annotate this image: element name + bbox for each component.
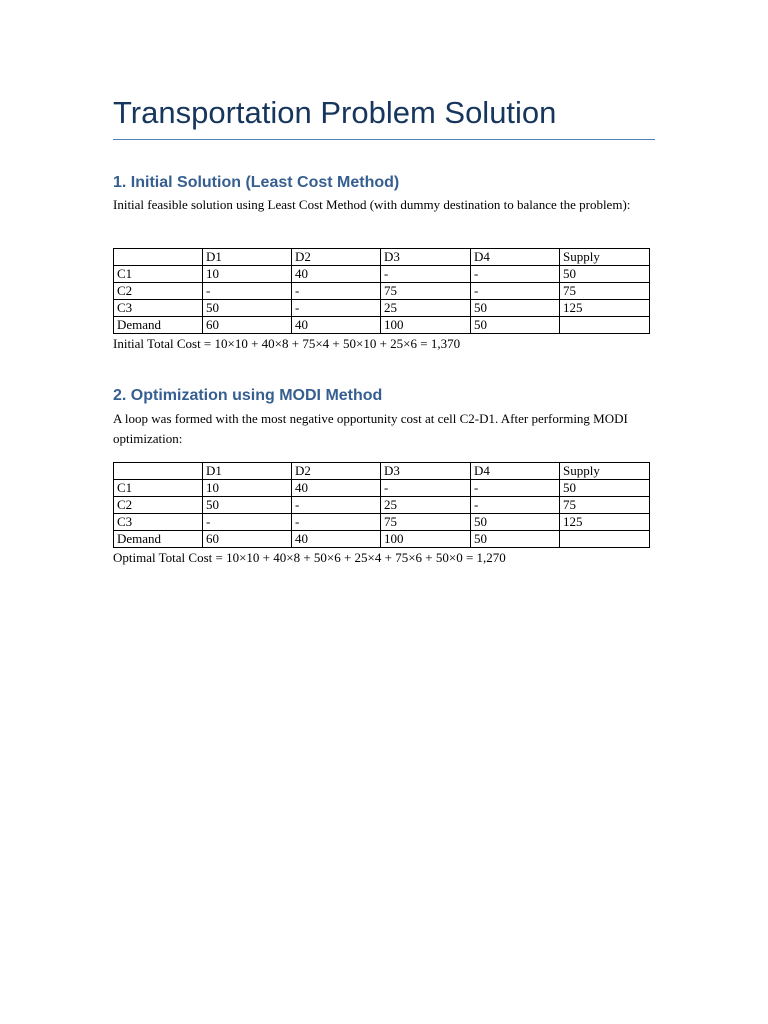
table-cell: 10 (203, 480, 292, 497)
table-row-label: C2 (114, 283, 203, 300)
table-cell: 40 (292, 266, 381, 283)
table-cell: - (471, 283, 560, 300)
initial-total-cost: Initial Total Cost = 10×10 + 40×8 + 75×4 + 50×10 + 25×6 = 1,370 (113, 336, 461, 351)
table-cell: 75 (381, 514, 471, 531)
table-cell: 40 (292, 531, 381, 548)
table-row-label: C3 (114, 300, 203, 317)
table-cell: - (292, 497, 381, 514)
table-header-cell: Supply (560, 249, 650, 266)
table-row (114, 514, 650, 531)
table-row-label: C2 (114, 497, 203, 514)
table-row (114, 300, 650, 317)
section-intro-initial-solution: Initial feasible solution using Least Cost Method (with dummy destination to balance the problem): (113, 197, 631, 212)
table-cell: 75 (560, 283, 650, 300)
table-cell: 125 (560, 514, 650, 531)
table-row (114, 531, 650, 548)
table-header-cell: D4 (471, 249, 560, 266)
table-cell: - (203, 283, 292, 300)
table-header-cell: D2 (292, 249, 381, 266)
table-header-row (114, 463, 650, 480)
table-cell: 100 (381, 531, 471, 548)
table-row (114, 497, 650, 514)
optimized-solution-table (113, 462, 650, 548)
table-cell: 10 (203, 266, 292, 283)
table-row (114, 480, 650, 497)
table-cell: 40 (292, 317, 381, 334)
table-cell: 125 (560, 300, 650, 317)
optimal-total-cost: Optimal Total Cost = 10×10 + 40×8 + 50×6 + 25×4 + 75×6 + 50×0 = 1,270 (113, 550, 506, 565)
table-header-cell: D2 (292, 463, 381, 480)
table-row (114, 317, 650, 334)
table-header-row (114, 249, 650, 266)
table-cell: 40 (292, 480, 381, 497)
table-cell: 50 (203, 497, 292, 514)
table-cell (560, 317, 650, 334)
table-cell: 50 (471, 514, 560, 531)
section-intro-modi-optimization: A loop was formed with the most negative opportunity cost at cell C2-D1. After performing MODI optimization: (113, 411, 628, 446)
table-cell (560, 531, 650, 548)
table-cell: - (292, 300, 381, 317)
table-header-cell: D3 (381, 463, 471, 480)
table-header-cell (114, 249, 203, 266)
table-header-cell: D3 (381, 249, 471, 266)
table-row-label: C3 (114, 514, 203, 531)
table-cell: 25 (381, 497, 471, 514)
table-cell: 50 (471, 317, 560, 334)
table-header-cell: D1 (203, 249, 292, 266)
table-cell: - (471, 480, 560, 497)
table-header-cell (114, 463, 203, 480)
section-heading-initial-solution: 1. Initial Solution (Least Cost Method) (113, 174, 400, 191)
table-header-cell: D4 (471, 463, 560, 480)
table-cell: 50 (560, 266, 650, 283)
page-title: Transportation Problem Solution (113, 95, 557, 130)
table-cell: 50 (471, 300, 560, 317)
table-cell: 50 (203, 300, 292, 317)
table-cell: 50 (560, 480, 650, 497)
table-cell: 50 (471, 531, 560, 548)
table-row-label: Demand (114, 531, 203, 548)
table-header-cell: Supply (560, 463, 650, 480)
table-cell: - (381, 480, 471, 497)
table-cell: 60 (203, 317, 292, 334)
table-cell: 100 (381, 317, 471, 334)
table-cell: 25 (381, 300, 471, 317)
table-cell: - (471, 497, 560, 514)
table-row (114, 266, 650, 283)
table-cell: - (292, 283, 381, 300)
section-heading-modi-optimization: 2. Optimization using MODI Method (113, 387, 383, 404)
table-cell: - (471, 266, 560, 283)
table-row-label: C1 (114, 266, 203, 283)
table-cell: - (381, 266, 471, 283)
table-cell: - (203, 514, 292, 531)
table-header-cell: D1 (203, 463, 292, 480)
title-underline (113, 139, 655, 140)
table-cell: 75 (381, 283, 471, 300)
initial-solution-table (113, 248, 650, 334)
table-row-label: Demand (114, 317, 203, 334)
table-cell: 75 (560, 497, 650, 514)
table-row (114, 283, 650, 300)
table-cell: - (292, 514, 381, 531)
table-cell: 60 (203, 531, 292, 548)
table-row-label: C1 (114, 480, 203, 497)
